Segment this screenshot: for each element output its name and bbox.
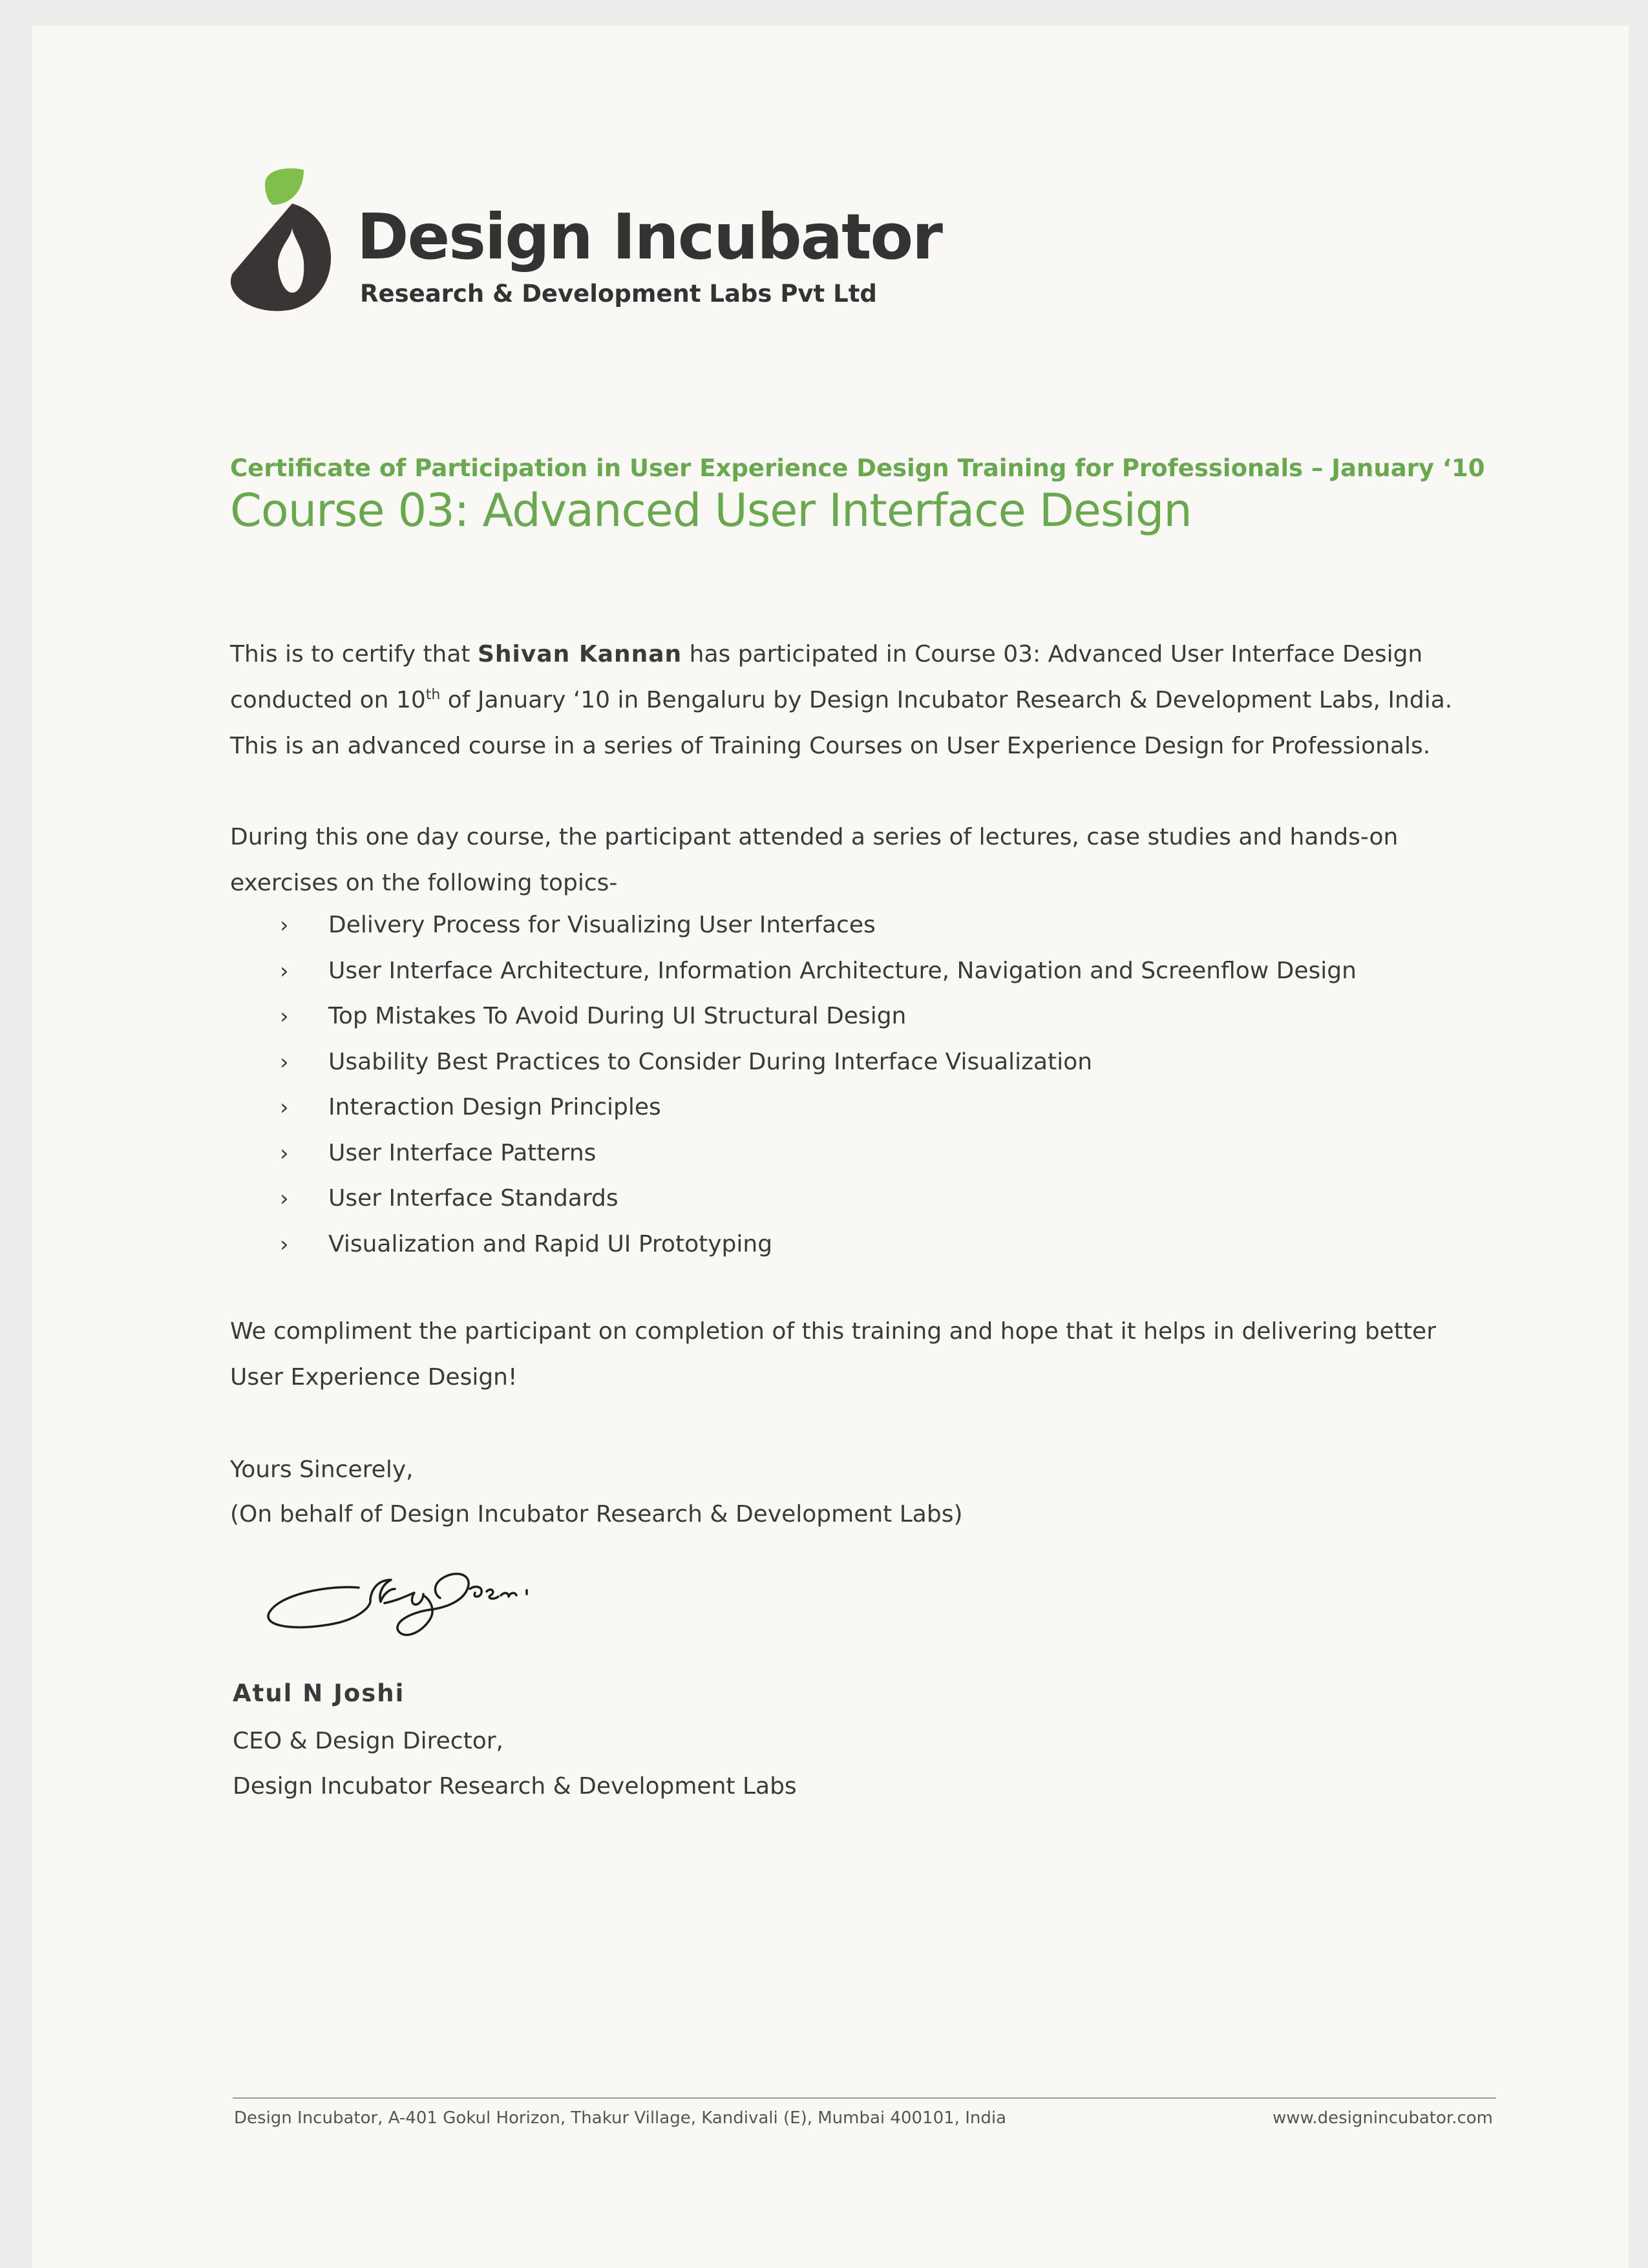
topic-text: User Interface Standards [328,1185,618,1212]
intro-line-2 [230,677,1458,723]
compliment-paragraph [230,1308,1458,1400]
bullet-icon: › [280,1186,289,1212]
list-item [230,1085,1458,1131]
bullet-icon: › [280,1095,289,1120]
topic-text: Usability Best Practices to Consider During Interface Visualization [328,1048,1093,1075]
logo-leaf [265,169,304,205]
intro-line-1 [230,631,1458,677]
topic-text: Top Mistakes To Avoid During UI Structural Design [328,1003,907,1029]
bullet-icon: › [280,1140,289,1166]
handwritten-signature [262,1548,611,1651]
bullet-icon: › [280,912,289,938]
topic-text: User Interface Architecture, Information Architecture, Navigation and Screenflow Design [328,957,1357,984]
bullet-icon: › [280,1003,289,1029]
brand-subtitle: Research & Development Labs Pvt Ltd [360,280,877,308]
topics-intro-line-2: exercises on the following topics- [230,870,618,896]
topic-text: User Interface Patterns [328,1139,597,1166]
closing-block [230,1447,963,1537]
topics-intro [230,814,1458,906]
intro-text-start: This is to certify that [230,641,478,667]
logo-drop [231,204,331,311]
topic-text: Visualization and Rapid UI Prototyping [328,1230,773,1257]
course-title: Course 03: Advanced User Interface Design [230,484,1192,537]
topic-text: Delivery Process for Visualizing User Interfaces [328,912,876,938]
intro-text-end: has participated in Course 03: Advanced User Interface Design [682,641,1423,667]
certificate-heading: Certificate of Participation in User Experience Design Training for Professionals – January ‘10 [230,454,1485,482]
topics-list [230,903,1458,1267]
topic-text: Interaction Design Principles [328,1094,661,1120]
signatory-details [233,1719,797,1809]
list-item [230,1040,1458,1086]
list-item [230,1131,1458,1177]
signatory-name: Atul N Joshi [233,1679,405,1707]
footer-address: Design Incubator, A-401 Gokul Horizon, Thakur Village, Kandivali (E), Mumbai 400101, India [234,2108,1006,2128]
signatory-organization: Design Incubator Research & Development Labs [233,1773,797,1800]
signatory-title: CEO & Design Director, [233,1728,503,1754]
brand-name: Design Incubator [357,200,942,273]
intro-line-3: This is an advanced course in a series of Training Courses on User Experience Design for Professionals. [230,733,1431,759]
participant-name: Shivan Kannan [478,641,682,667]
intro-date-text: conducted on 10 [230,687,426,713]
footer-divider [233,2097,1496,2099]
topics-intro-line-1: During this one day course, the participant attended a series of lectures, case studies and hands-on [230,824,1399,850]
list-item [230,1222,1458,1268]
bullet-icon: › [280,958,289,984]
bullet-icon: › [280,1231,289,1257]
list-item [230,1176,1458,1222]
compliment-line-1: We compliment the participant on completion of this training and hope that it helps in delivering better [230,1318,1437,1345]
closing-salutation: Yours Sincerely, [230,1456,414,1483]
date-ordinal: th [425,687,441,703]
list-item [230,903,1458,949]
design-incubator-logo [227,165,344,320]
footer-website: www.designincubator.com [1272,2108,1493,2128]
bullet-icon: › [280,1049,289,1075]
intro-paragraph [230,631,1458,769]
list-item [230,949,1458,994]
list-item [230,994,1458,1040]
compliment-line-2: User Experience Design! [230,1364,518,1391]
intro-location-text: of January ‘10 in Bengaluru by Design Incubator Research & Development Labs, India. [440,687,1453,713]
closing-on-behalf: (On behalf of Design Incubator Research & Development Labs) [230,1501,963,1528]
